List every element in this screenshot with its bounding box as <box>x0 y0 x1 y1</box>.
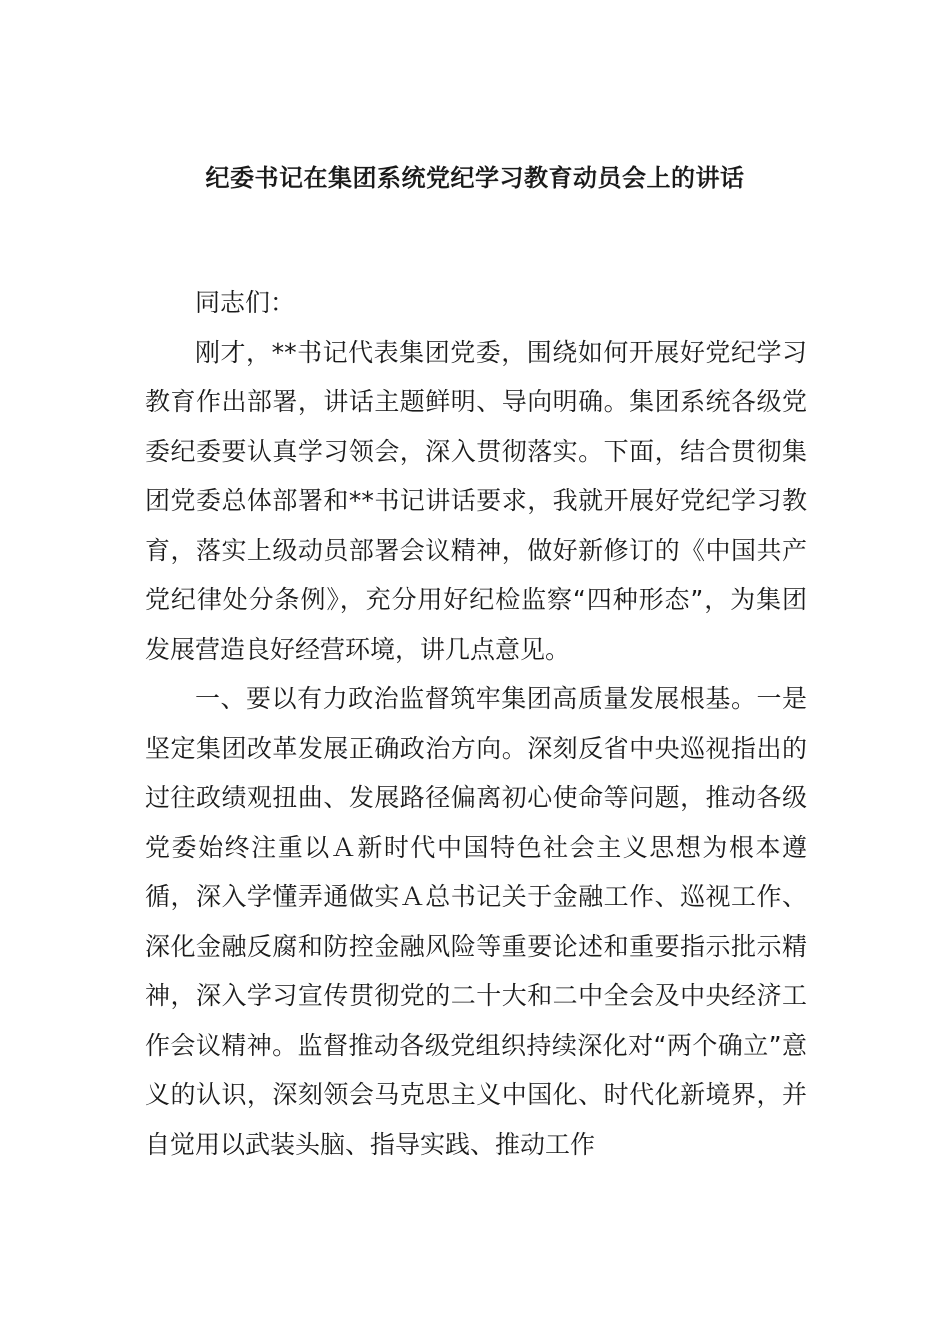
intro-paragraph: 刚才，**书记代表集团党委，围绕如何开展好党纪学习教育作出部署，讲话主题鲜明、导向明确。集团系统各级党委纪委要认真学习领会，深入贯彻落实。下面，结合贯彻集团党委总体部署和**书记讲话要求，我就开展好党纪学习教育，落实上级动员部署会议精神，做好新修订的《中国共产党纪律处分条例》，充分用好纪检监察“四种形态”，为集团发展营造良好经营环境，讲几点意见。 <box>145 337 807 664</box>
document-body <box>145 278 807 1169</box>
document-title: 纪委书记在集团系统党纪学习教育动员会上的讲话 <box>205 164 745 192</box>
section-one-paragraph: 一、要以有力政治监督筑牢集团高质量发展根基。一是坚定集团改革发展正确政治方向。深刻反省中央巡视指出的过往政绩观扭曲、发展路径偏离初心使命等问题，推动各级党委始终注重以Ａ新时代中国特色社会主义思想为根本遵循，深入学懂弄通做实Ａ总书记关于金融工作、巡视工作、深化金融反腐和防控金融风险等重要论述和重要指示批示精神，深入学习宣传贯彻党的二十大和二中全会及中央经济工作会议精神。监督推动各级党组织持续深化对“两个确立”意义的认识，深刻领会马克思主义中国化、时代化新境界，并自觉用以武装头脑、指导实践、推动工作 <box>145 684 807 1159</box>
salutation-paragraph: 同志们： <box>195 288 296 317</box>
